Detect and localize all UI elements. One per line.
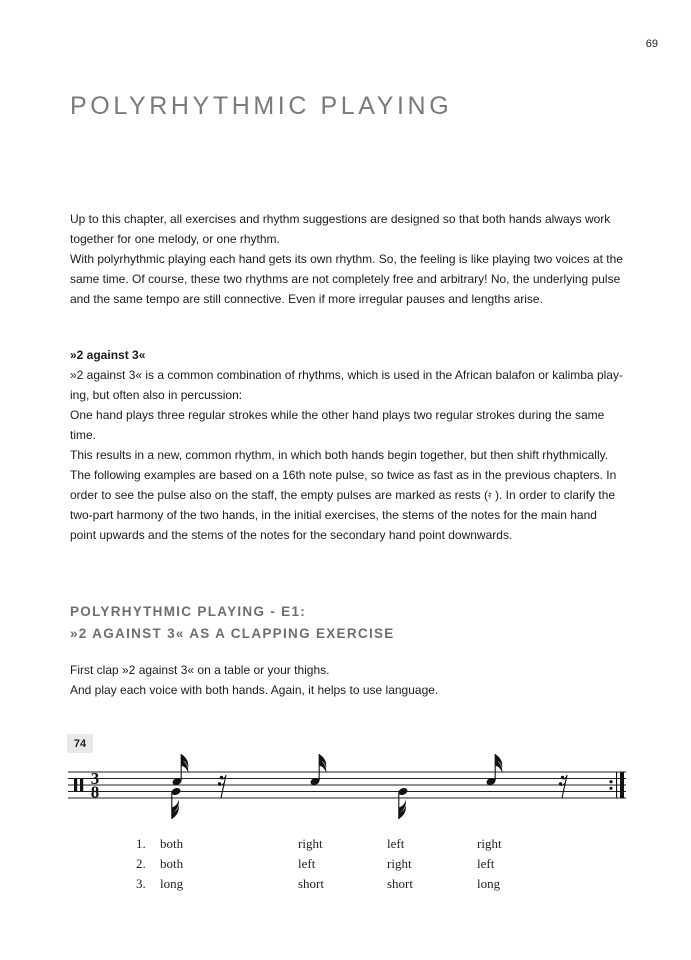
staff-lines (68, 772, 626, 798)
syllable-cell: right (477, 836, 502, 851)
text-line: two-part harmony of the two hands, in the initial exercises, the stems of the notes for the main hand (70, 508, 597, 522)
text-line: point upwards and the stems of the notes for the secondary hand point downwards. (70, 528, 513, 542)
syllable-cell: both (160, 836, 184, 851)
exercise-instructions (70, 660, 623, 700)
syllable-cell: left (387, 836, 405, 851)
syllable-row (0, 876, 691, 896)
note-lower-voice-2 (397, 787, 408, 819)
text-line: same time. Of course, these two rhythms are not completely free and arbitrary! No, the underlying pulse (70, 272, 621, 286)
syllable-cell: short (387, 876, 413, 891)
music-staff (68, 740, 638, 830)
note-upper-voice-2 (309, 754, 326, 786)
text-line: And play each voice with both hands. Again, it helps to use language. (70, 683, 439, 697)
text-line: First clap »2 against 3« on a table or your thighs. (70, 663, 330, 677)
syllable-row (0, 856, 691, 876)
exercise-heading (70, 601, 395, 645)
row-number: 3. (136, 876, 146, 891)
text-line: The following examples are based on a 16th note pulse, so twice as fast as in the previous chapters. In (70, 468, 617, 482)
time-signature-top: 3 (90, 769, 100, 788)
syllable-cell: short (298, 876, 324, 891)
text-line: order to see the pulse also on the staff, the empty pulses are marked as rests (𝄿 ). In order to clarify the (70, 488, 616, 502)
syllable-cell: long (160, 876, 184, 891)
note-upper-voice-3 (485, 754, 502, 786)
syllable-cell: long (477, 876, 501, 891)
text-line: With polyrhythmic playing each hand gets its own rhythm. So, the feeling is like playing two voices at the (70, 252, 623, 266)
text-line: together for one melody, or one rhythm. (70, 232, 280, 246)
syllable-cell: right (387, 856, 412, 871)
syllable-table (0, 836, 691, 896)
text-line: Up to this chapter, all exercises and rhythm suggestions are designed so that both hands always work (70, 212, 611, 226)
syllable-cell: right (298, 836, 323, 851)
note-lower-voice-1 (170, 787, 181, 819)
intro-paragraph (70, 209, 623, 309)
text-line: time. (70, 428, 97, 442)
time-signature-bottom: 8 (90, 782, 100, 802)
text-line: and the same tempo are still connective. Even if more irregular pauses and lengths arise. (70, 292, 543, 306)
exercise-heading-line: POLYRHYTHMIC PLAYING - E1: (70, 604, 307, 619)
page-number: 69 (645, 38, 658, 50)
syllable-row (0, 836, 691, 856)
measure-number-badge: 74 (67, 734, 93, 753)
text-line: »2 against 3« is a common combination of rhythms, which is used in the African balafon or kalimba play- (70, 368, 623, 382)
text-line: This results in a new, common rhythm, in which both hands begin together, but then shift rhythmically. (70, 448, 609, 462)
page-title: POLYRHYTHMIC PLAYING (70, 92, 453, 120)
text-line: ing, but often also in percussion: (70, 388, 243, 402)
row-number: 1. (136, 836, 146, 851)
text-line: One hand plays three regular strokes while the other hand plays two regular strokes during the same (70, 408, 605, 422)
two-against-three-section (70, 345, 623, 545)
syllable-cell: both (160, 856, 184, 871)
note-upper-voice-1 (171, 754, 188, 786)
row-number: 2. (136, 856, 146, 871)
syllable-cell: left (477, 856, 495, 871)
syllable-cell: left (298, 856, 316, 871)
exercise-heading-line: »2 AGAINST 3« AS A CLAPPING EXERCISE (70, 626, 395, 641)
section-subheading: »2 against 3« (70, 348, 146, 362)
